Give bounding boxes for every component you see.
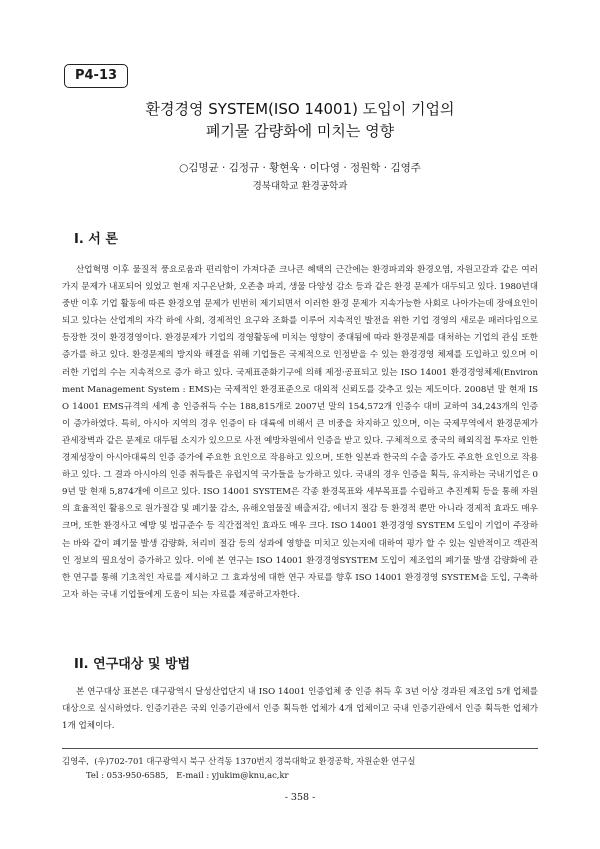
author-list: ○김명균 · 김정규 · 황현욱 · 이다영 · 정원학 · 김영주 [179, 162, 421, 174]
footnote-contact: Tel : 053-950-6585, E-mail : yjukim@knu,ac,kr [62, 770, 289, 780]
section-heading-methods: II. 연구대상 및 방법 [74, 657, 191, 672]
page-number: - 358 - [284, 792, 316, 803]
footnote-divider [62, 748, 538, 749]
footnote-address: 김영주, (우)702-701 대구광역시 북구 산격동 1370번지 경북대학교 환경공학, 자원순환 연구실 [62, 756, 416, 766]
section-heading-introduction: I. 서 론 [74, 232, 118, 247]
section-body-methods [62, 684, 538, 735]
paper-title [0, 98, 600, 142]
title-line-2: 폐기물 감량화에 미치는 영향 [205, 122, 395, 140]
title-line-1: 환경경영 SYSTEM(ISO 14001) 도입이 기업의 [145, 100, 455, 118]
session-badge: P4-13 [64, 64, 128, 88]
footnote [62, 754, 415, 782]
affiliation: 경북대학교 환경공학과 [252, 181, 348, 192]
introduction-paragraph: 산업혁명 이후 물질적 풍요로움과 편리함이 가져다준 크나큰 혜택의 근간에는 환경파괴와 환경오염, 자원고갈과 같은 여러 가지 문제가 내포되어 있었고 현재 지구온난화, 오존층 파괴, 생물 다양성 감소 등과 같은 환경 문제가 대두되고 있다. 1980년대 중반 이후 기업 활동에 따른 환경오염 문제가 빈번히 제기되면서 이러한 환경 문제가 지속가능한 사회로 나아가는데 장애요인이 되고 있다는 산업계의 자각 하에 사회, 경제적인 요구와 조화를 이루어 지속적인 발전을 위한 기업 경영의 새로운 패러다임으로 등장한 것이 환경경영이다. 환경문제가 기업의 경영활동에 미치는 영향이 중대됨에 따라 환경문제를 대처하는 기업의 관심 또한 증가를 하고 있다. 환경문제의 방지와 해결을 위해 기업들은 국제적으로 인정받을 수 있는 환경경영 체제를 도입하고 있으며 이러한 기업의 수는 지속적으로 증가 하고 있다. 국제표준화기구에 의해 제정·공표되고 있는 ISO 14001 환경경영체제(Environment Management System : EMS)는 국제적인 환경표준으로 대외적 신뢰도를 갖추고 있는 제도이다. 2008년 말 현재 ISO 14001 EMS규격의 세계 총 인증취득 수는 188,815개로 2007년 말의 154,572개 인증수 대비 교하여 34,243개의 인증이 증가하였다. 특히, 아시아 지역의 경우 인증이 타 대륙에 비해서 큰 비중을 차지하고 있으며, 이는 국제무역에서 환경문제가 관세장벽과 같은 문제로 대두될 소지가 있으므로 사전 예방차원에서 인증을 받고 있다. 구체적으로 중국의 해외직접 투자로 인한 경제성장이 아시아대륙의 인증 증가에 주요한 요인으로 작용하고 있으며, 또한 일본과 한국의 수출 증가도 주요한 요인으로 작용하고 있다. 그 결과 아시아의 인증 취득률은 유럽지역 국가들을 능가하고 있다. 국내의 경우 인증을 획득, 유지하는 국내기업은 09년 말 현재 5,874개에 이르고 있다. ISO 14001 SYSTEM은 각종 환경목표와 세부목표를 수립하고 추진계획 등을 통해 자원의 효율적인 활용으로 원가절감 및 폐기물 감소, 유해오염물질 배출저감, 에너지 절감 등 환경적 뿐만 아니라 경제적 효과도 매우 크며, 또한 환경사고 예방 및 법규준수 등 직간접적인 효과도 매우 크다. ISO 14001 환경경영 SYSTEM 도입이 기업이 주장하는 바와 같이 폐기물 발생 감량화, 처리비 절감 등의 성과에 영향을 미치고 있는지에 대하여 평가 할 수 있는 일반적이고 객관적인 정보의 필요성이 증가하고 있다. 이에 본 연구는 ISO 14001 환경경영SYSTEM 도입이 제조업의 폐기물 발생 감량화에 관한 연구를 통해 기초적인 자료를 제시하고 그 효과성에 대한 연구 자료를 향후 ISO 14001 환경경영 SYSTEM을 도입, 구축하고자 하는 국내 기업들에게 도움이 되는 자료를 제공하고자한다. [62, 265, 538, 600]
section-body-introduction [62, 262, 538, 604]
methods-paragraph: 본 연구대상 표본은 대구광역시 달성산업단지 내 ISO 14001 인증업체 중 인증 취득 후 3년 이상 경과된 제조업 5개 업체를 대상으로 실시하였다. 인증기관은 국외 인증기관에서 인증 획득한 업체가 4개 업체이고 국내 인증기관에서 인증 획득한 업체가 1개 업체이다. [62, 687, 538, 732]
